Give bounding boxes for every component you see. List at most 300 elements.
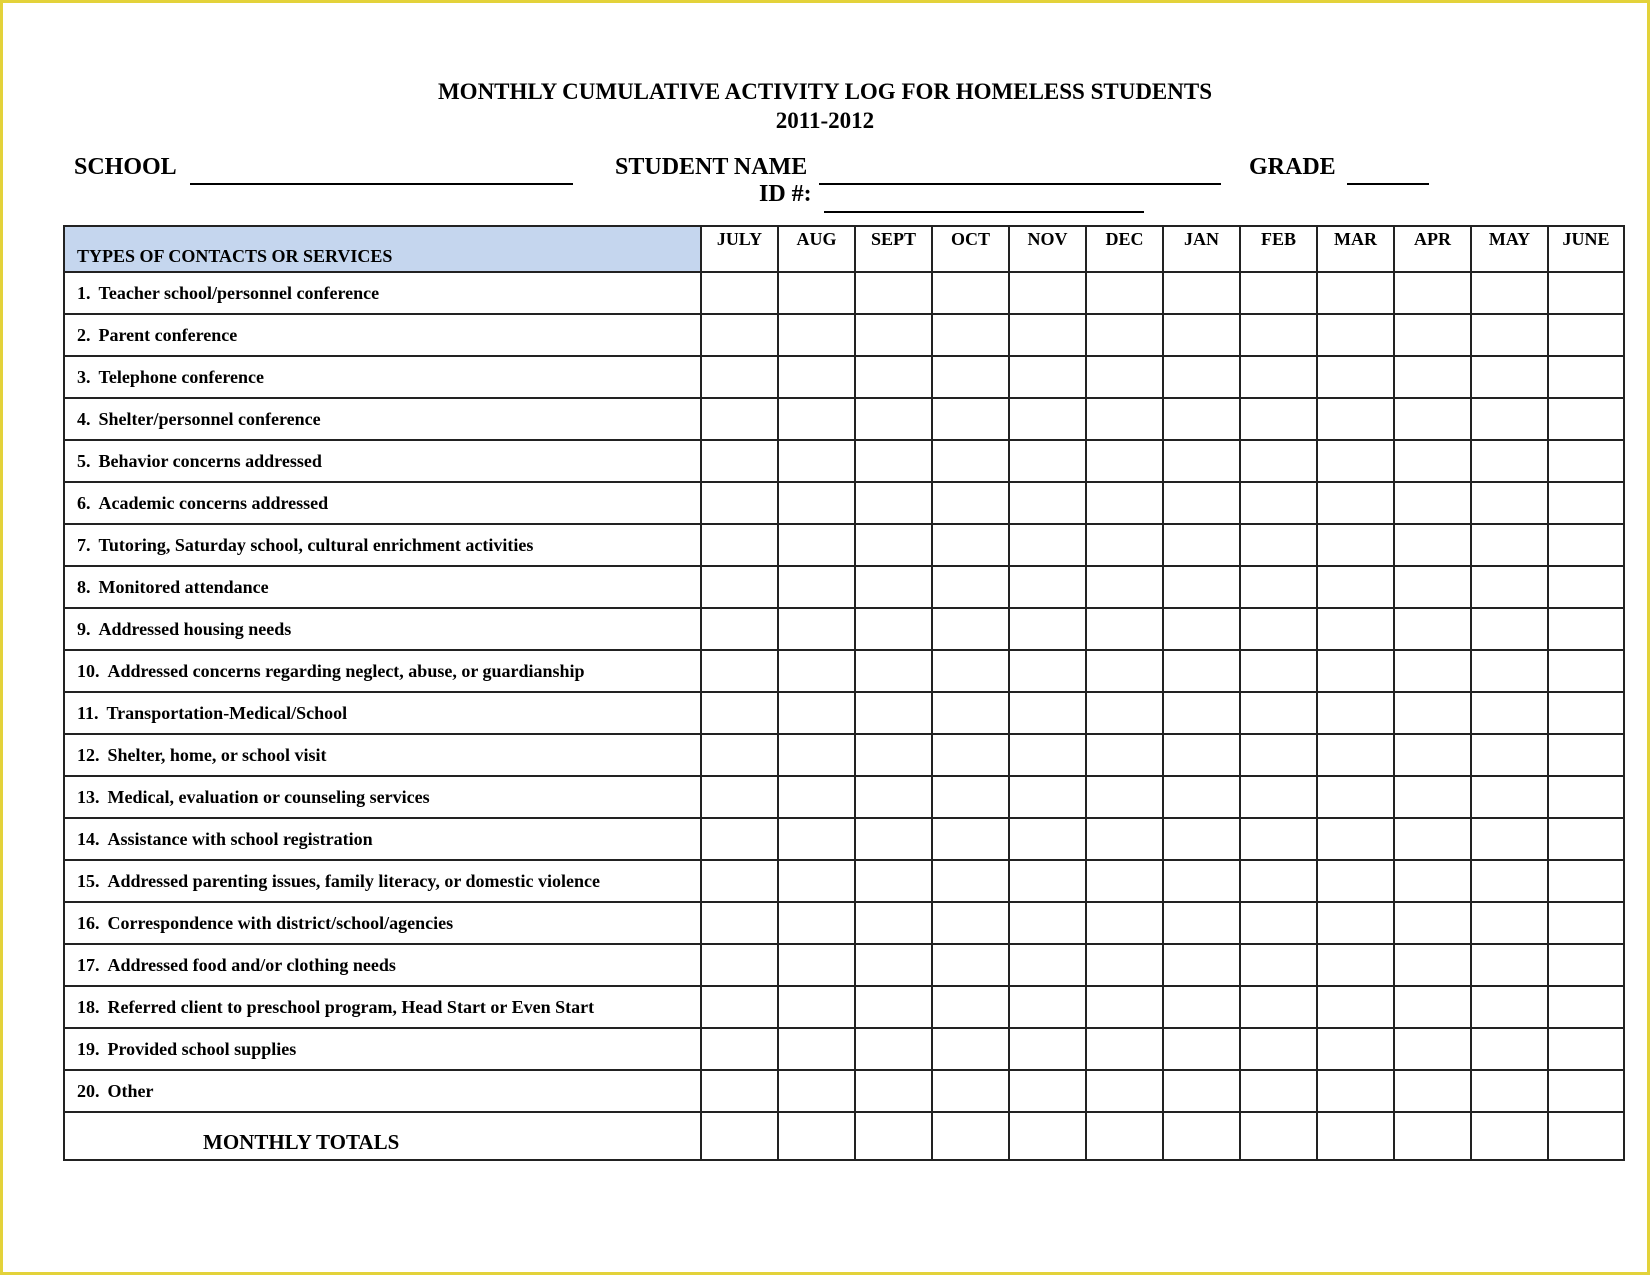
month-entry-cell[interactable] xyxy=(855,272,932,314)
month-entry-cell[interactable] xyxy=(1394,272,1471,314)
month-entry-cell[interactable] xyxy=(1009,482,1086,524)
document-title: MONTHLY CUMULATIVE ACTIVITY LOG FOR HOMELESS STUDENTS xyxy=(437,79,1213,104)
month-entry-cell[interactable] xyxy=(932,440,1009,482)
total-cell[interactable] xyxy=(1548,1112,1624,1160)
month-entry-cell[interactable] xyxy=(701,524,778,566)
month-entry-cell[interactable] xyxy=(1317,776,1394,818)
month-entry-cell[interactable] xyxy=(701,944,778,986)
month-entry-cell[interactable] xyxy=(855,1070,932,1112)
month-entry-cell[interactable] xyxy=(1471,272,1548,314)
month-entry-cell[interactable] xyxy=(1548,776,1624,818)
month-entry-cell[interactable] xyxy=(1240,314,1317,356)
month-entry-cell[interactable] xyxy=(1086,314,1163,356)
month-entry-cell[interactable] xyxy=(778,944,855,986)
activity-number: 7. xyxy=(77,534,91,555)
month-entry-cell[interactable] xyxy=(1394,482,1471,524)
month-entry-cell[interactable] xyxy=(1163,986,1240,1028)
month-entry-cell[interactable] xyxy=(932,356,1009,398)
month-entry-cell[interactable] xyxy=(1240,818,1317,860)
month-entry-cell[interactable] xyxy=(1163,776,1240,818)
month-entry-cell[interactable] xyxy=(1471,356,1548,398)
month-entry-cell[interactable] xyxy=(1471,818,1548,860)
month-entry-cell[interactable] xyxy=(1240,356,1317,398)
month-entry-cell[interactable] xyxy=(932,608,1009,650)
month-entry-cell[interactable] xyxy=(1086,944,1163,986)
month-entry-cell[interactable] xyxy=(855,398,932,440)
activity-label xyxy=(64,1070,701,1112)
table-row xyxy=(64,524,1624,566)
month-entry-cell[interactable] xyxy=(1548,1070,1624,1112)
activity-label xyxy=(64,650,701,692)
activity-label xyxy=(64,398,701,440)
month-entry-cell[interactable] xyxy=(1009,608,1086,650)
month-entry-cell[interactable] xyxy=(701,818,778,860)
month-entry-cell[interactable] xyxy=(1163,356,1240,398)
month-entry-cell[interactable] xyxy=(701,1028,778,1070)
month-entry-cell[interactable] xyxy=(1548,650,1624,692)
month-entry-cell[interactable] xyxy=(855,734,932,776)
month-header: SEPT xyxy=(855,226,932,272)
month-entry-cell[interactable] xyxy=(1086,566,1163,608)
month-entry-cell[interactable] xyxy=(1009,272,1086,314)
month-entry-cell[interactable] xyxy=(1394,1070,1471,1112)
month-entry-cell[interactable] xyxy=(855,482,932,524)
total-cell[interactable] xyxy=(855,1112,932,1160)
month-entry-cell[interactable] xyxy=(1009,398,1086,440)
total-cell[interactable] xyxy=(932,1112,1009,1160)
month-entry-cell[interactable] xyxy=(1086,986,1163,1028)
month-entry-cell[interactable] xyxy=(1086,272,1163,314)
month-entry-cell[interactable] xyxy=(1317,524,1394,566)
month-entry-cell[interactable] xyxy=(1240,734,1317,776)
month-entry-cell[interactable] xyxy=(1086,482,1163,524)
month-entry-cell[interactable] xyxy=(1471,398,1548,440)
month-entry-cell[interactable] xyxy=(1163,902,1240,944)
month-entry-cell[interactable] xyxy=(701,566,778,608)
month-entry-cell[interactable] xyxy=(778,566,855,608)
month-entry-cell[interactable] xyxy=(1548,356,1624,398)
month-entry-cell[interactable] xyxy=(932,1028,1009,1070)
month-entry-cell[interactable] xyxy=(855,608,932,650)
table-row xyxy=(64,818,1624,860)
activity-text: Assistance with school registration xyxy=(107,828,373,849)
month-entry-cell[interactable] xyxy=(1548,902,1624,944)
month-entry-cell[interactable] xyxy=(1317,1028,1394,1070)
month-entry-cell[interactable] xyxy=(1471,650,1548,692)
month-entry-cell[interactable] xyxy=(1163,1028,1240,1070)
month-entry-cell[interactable] xyxy=(1548,314,1624,356)
month-entry-cell[interactable] xyxy=(1394,944,1471,986)
month-entry-cell[interactable] xyxy=(855,776,932,818)
month-entry-cell[interactable] xyxy=(1240,1028,1317,1070)
month-entry-cell[interactable] xyxy=(778,650,855,692)
month-entry-cell[interactable] xyxy=(1163,944,1240,986)
month-entry-cell[interactable] xyxy=(932,692,1009,734)
month-entry-cell[interactable] xyxy=(1240,566,1317,608)
month-entry-cell[interactable] xyxy=(778,608,855,650)
month-entry-cell[interactable] xyxy=(1394,776,1471,818)
month-entry-cell[interactable] xyxy=(1548,986,1624,1028)
month-entry-cell[interactable] xyxy=(1009,944,1086,986)
month-entry-cell[interactable] xyxy=(1394,692,1471,734)
activity-label xyxy=(64,902,701,944)
month-entry-cell[interactable] xyxy=(1317,860,1394,902)
month-entry-cell[interactable] xyxy=(1394,356,1471,398)
month-entry-cell[interactable] xyxy=(1240,692,1317,734)
month-entry-cell[interactable] xyxy=(1240,1070,1317,1112)
month-entry-cell[interactable] xyxy=(701,986,778,1028)
month-entry-cell[interactable] xyxy=(778,818,855,860)
month-entry-cell[interactable] xyxy=(1471,944,1548,986)
month-entry-cell[interactable] xyxy=(1471,482,1548,524)
month-entry-cell[interactable] xyxy=(1009,902,1086,944)
month-entry-cell[interactable] xyxy=(1009,692,1086,734)
month-entry-cell[interactable] xyxy=(1009,440,1086,482)
month-entry-cell[interactable] xyxy=(855,986,932,1028)
month-entry-cell[interactable] xyxy=(701,650,778,692)
month-entry-cell[interactable] xyxy=(1009,650,1086,692)
month-entry-cell[interactable] xyxy=(855,314,932,356)
month-entry-cell[interactable] xyxy=(1009,860,1086,902)
month-entry-cell[interactable] xyxy=(1471,734,1548,776)
month-entry-cell[interactable] xyxy=(1471,1070,1548,1112)
month-entry-cell[interactable] xyxy=(1548,272,1624,314)
month-entry-cell[interactable] xyxy=(1086,356,1163,398)
month-entry-cell[interactable] xyxy=(1317,650,1394,692)
month-entry-cell[interactable] xyxy=(1086,524,1163,566)
month-entry-cell[interactable] xyxy=(1317,944,1394,986)
month-entry-cell[interactable] xyxy=(1317,272,1394,314)
month-entry-cell[interactable] xyxy=(701,440,778,482)
month-entry-cell[interactable] xyxy=(701,482,778,524)
month-entry-cell[interactable] xyxy=(701,776,778,818)
month-entry-cell[interactable] xyxy=(1240,440,1317,482)
month-entry-cell[interactable] xyxy=(1163,566,1240,608)
activity-text: Shelter/personnel conference xyxy=(98,408,321,429)
month-entry-cell[interactable] xyxy=(1317,608,1394,650)
total-cell[interactable] xyxy=(1317,1112,1394,1160)
month-entry-cell[interactable] xyxy=(1548,1028,1624,1070)
month-entry-cell[interactable] xyxy=(1548,944,1624,986)
month-entry-cell[interactable] xyxy=(1240,524,1317,566)
activity-number: 1. xyxy=(77,282,91,303)
month-entry-cell[interactable] xyxy=(1240,608,1317,650)
month-entry-cell[interactable] xyxy=(1317,692,1394,734)
total-cell[interactable] xyxy=(1086,1112,1163,1160)
id-field[interactable] xyxy=(824,211,1144,213)
month-entry-cell[interactable] xyxy=(1471,1028,1548,1070)
month-entry-cell[interactable] xyxy=(1471,566,1548,608)
activity-label xyxy=(64,356,701,398)
month-header: JUNE xyxy=(1548,226,1624,272)
month-entry-cell[interactable] xyxy=(1240,272,1317,314)
total-cell[interactable] xyxy=(1240,1112,1317,1160)
month-entry-cell[interactable] xyxy=(778,272,855,314)
month-entry-cell[interactable] xyxy=(1317,1070,1394,1112)
month-entry-cell[interactable] xyxy=(1086,902,1163,944)
month-entry-cell[interactable] xyxy=(778,776,855,818)
month-header: AUG xyxy=(778,226,855,272)
month-entry-cell[interactable] xyxy=(1086,860,1163,902)
month-entry-cell[interactable] xyxy=(1317,314,1394,356)
month-entry-cell[interactable] xyxy=(701,692,778,734)
month-entry-cell[interactable] xyxy=(1163,1070,1240,1112)
month-entry-cell[interactable] xyxy=(1009,734,1086,776)
month-entry-cell[interactable] xyxy=(1548,524,1624,566)
table-row xyxy=(64,1070,1624,1112)
month-entry-cell[interactable] xyxy=(701,398,778,440)
month-entry-cell[interactable] xyxy=(701,314,778,356)
month-entry-cell[interactable] xyxy=(1394,440,1471,482)
month-entry-cell[interactable] xyxy=(1009,1028,1086,1070)
table-row xyxy=(64,776,1624,818)
month-entry-cell[interactable] xyxy=(932,986,1009,1028)
month-entry-cell[interactable] xyxy=(932,314,1009,356)
month-entry-cell[interactable] xyxy=(1394,902,1471,944)
month-entry-cell[interactable] xyxy=(1009,818,1086,860)
month-entry-cell[interactable] xyxy=(778,1028,855,1070)
month-entry-cell[interactable] xyxy=(855,818,932,860)
month-entry-cell[interactable] xyxy=(1086,440,1163,482)
total-cell[interactable] xyxy=(1471,1112,1548,1160)
month-entry-cell[interactable] xyxy=(932,1070,1009,1112)
month-entry-cell[interactable] xyxy=(1240,944,1317,986)
month-entry-cell[interactable] xyxy=(1086,608,1163,650)
month-entry-cell[interactable] xyxy=(932,902,1009,944)
month-entry-cell[interactable] xyxy=(701,860,778,902)
month-entry-cell[interactable] xyxy=(701,1070,778,1112)
month-entry-cell[interactable] xyxy=(855,356,932,398)
month-entry-cell[interactable] xyxy=(701,902,778,944)
month-entry-cell[interactable] xyxy=(855,944,932,986)
table-row xyxy=(64,860,1624,902)
month-entry-cell[interactable] xyxy=(855,440,932,482)
activity-text: Academic concerns addressed xyxy=(98,492,329,513)
month-entry-cell[interactable] xyxy=(1163,860,1240,902)
month-entry-cell[interactable] xyxy=(1163,608,1240,650)
month-entry-cell[interactable] xyxy=(1086,734,1163,776)
month-entry-cell[interactable] xyxy=(1163,524,1240,566)
month-entry-cell[interactable] xyxy=(1086,398,1163,440)
month-entry-cell[interactable] xyxy=(1471,524,1548,566)
table-body xyxy=(64,272,1624,1160)
activity-label xyxy=(64,524,701,566)
month-entry-cell[interactable] xyxy=(701,734,778,776)
activity-number: 17. xyxy=(77,954,100,975)
activity-log-table xyxy=(63,225,1625,1161)
month-entry-cell[interactable] xyxy=(1471,314,1548,356)
month-entry-cell[interactable] xyxy=(855,1028,932,1070)
month-entry-cell[interactable] xyxy=(855,650,932,692)
month-entry-cell[interactable] xyxy=(1240,902,1317,944)
month-entry-cell[interactable] xyxy=(1086,1028,1163,1070)
month-entry-cell[interactable] xyxy=(1548,734,1624,776)
table-row xyxy=(64,902,1624,944)
month-entry-cell[interactable] xyxy=(778,356,855,398)
month-entry-cell[interactable] xyxy=(1009,776,1086,818)
month-entry-cell[interactable] xyxy=(1317,566,1394,608)
activity-text: Provided school supplies xyxy=(107,1038,297,1059)
month-entry-cell[interactable] xyxy=(1240,482,1317,524)
month-entry-cell[interactable] xyxy=(778,314,855,356)
table-header-row xyxy=(64,226,1624,272)
month-entry-cell[interactable] xyxy=(1471,902,1548,944)
month-entry-cell[interactable] xyxy=(1240,650,1317,692)
month-entry-cell[interactable] xyxy=(1240,986,1317,1028)
month-entry-cell[interactable] xyxy=(778,734,855,776)
month-entry-cell[interactable] xyxy=(1086,776,1163,818)
month-entry-cell[interactable] xyxy=(932,818,1009,860)
activity-text: Behavior concerns addressed xyxy=(98,450,322,471)
month-entry-cell[interactable] xyxy=(1086,650,1163,692)
month-entry-cell[interactable] xyxy=(1163,272,1240,314)
table-row xyxy=(64,440,1624,482)
grade-field[interactable] xyxy=(1347,183,1429,185)
month-entry-cell[interactable] xyxy=(1317,902,1394,944)
month-entry-cell[interactable] xyxy=(932,944,1009,986)
month-entry-cell[interactable] xyxy=(778,398,855,440)
month-entry-cell[interactable] xyxy=(1240,860,1317,902)
month-entry-cell[interactable] xyxy=(778,692,855,734)
monthly-totals-label: MONTHLY TOTALS xyxy=(64,1112,701,1160)
month-entry-cell[interactable] xyxy=(1317,986,1394,1028)
total-cell[interactable] xyxy=(1009,1112,1086,1160)
month-entry-cell[interactable] xyxy=(778,524,855,566)
school-field[interactable] xyxy=(190,183,573,185)
month-entry-cell[interactable] xyxy=(1548,440,1624,482)
month-entry-cell[interactable] xyxy=(1163,440,1240,482)
month-entry-cell[interactable] xyxy=(1163,398,1240,440)
month-entry-cell[interactable] xyxy=(1317,818,1394,860)
month-entry-cell[interactable] xyxy=(1471,776,1548,818)
month-entry-cell[interactable] xyxy=(778,440,855,482)
activity-label xyxy=(64,566,701,608)
month-entry-cell[interactable] xyxy=(855,566,932,608)
table-row xyxy=(64,944,1624,986)
month-entry-cell[interactable] xyxy=(932,524,1009,566)
activity-text: Telephone conference xyxy=(98,366,264,387)
month-entry-cell[interactable] xyxy=(1548,398,1624,440)
month-entry-cell[interactable] xyxy=(1394,566,1471,608)
month-entry-cell[interactable] xyxy=(932,566,1009,608)
month-entry-cell[interactable] xyxy=(932,482,1009,524)
month-entry-cell[interactable] xyxy=(855,860,932,902)
activity-label xyxy=(64,986,701,1028)
month-entry-cell[interactable] xyxy=(1009,314,1086,356)
total-cell[interactable] xyxy=(701,1112,778,1160)
month-entry-cell[interactable] xyxy=(932,734,1009,776)
month-entry-cell[interactable] xyxy=(1394,986,1471,1028)
month-entry-cell[interactable] xyxy=(701,272,778,314)
month-entry-cell[interactable] xyxy=(1471,986,1548,1028)
month-header: JULY xyxy=(701,226,778,272)
month-entry-cell[interactable] xyxy=(1317,482,1394,524)
month-entry-cell[interactable] xyxy=(1548,608,1624,650)
total-cell[interactable] xyxy=(1394,1112,1471,1160)
student-name-field[interactable] xyxy=(819,183,1221,185)
month-entry-cell[interactable] xyxy=(1163,818,1240,860)
month-entry-cell[interactable] xyxy=(1009,566,1086,608)
month-entry-cell[interactable] xyxy=(932,272,1009,314)
month-entry-cell[interactable] xyxy=(1548,482,1624,524)
month-entry-cell[interactable] xyxy=(1086,692,1163,734)
month-entry-cell[interactable] xyxy=(1317,734,1394,776)
month-entry-cell[interactable] xyxy=(932,398,1009,440)
total-cell[interactable] xyxy=(1163,1112,1240,1160)
month-entry-cell[interactable] xyxy=(778,1070,855,1112)
month-entry-cell[interactable] xyxy=(932,776,1009,818)
month-entry-cell[interactable] xyxy=(1163,650,1240,692)
month-entry-cell[interactable] xyxy=(1471,860,1548,902)
month-entry-cell[interactable] xyxy=(1009,524,1086,566)
month-entry-cell[interactable] xyxy=(1163,692,1240,734)
month-entry-cell[interactable] xyxy=(1163,314,1240,356)
month-entry-cell[interactable] xyxy=(778,482,855,524)
month-entry-cell[interactable] xyxy=(1471,440,1548,482)
activity-label xyxy=(64,692,701,734)
month-entry-cell[interactable] xyxy=(1394,524,1471,566)
month-entry-cell[interactable] xyxy=(1240,398,1317,440)
month-entry-cell[interactable] xyxy=(855,524,932,566)
id-label: ID #: xyxy=(759,181,812,207)
month-entry-cell[interactable] xyxy=(778,986,855,1028)
activity-number: 20. xyxy=(77,1080,100,1101)
month-entry-cell[interactable] xyxy=(1548,692,1624,734)
month-entry-cell[interactable] xyxy=(1086,818,1163,860)
month-entry-cell[interactable] xyxy=(1471,608,1548,650)
month-entry-cell[interactable] xyxy=(778,860,855,902)
month-entry-cell[interactable] xyxy=(1317,356,1394,398)
activity-label xyxy=(64,1028,701,1070)
month-entry-cell[interactable] xyxy=(1394,734,1471,776)
month-entry-cell[interactable] xyxy=(778,902,855,944)
month-entry-cell[interactable] xyxy=(1394,818,1471,860)
month-entry-cell[interactable] xyxy=(1163,482,1240,524)
month-entry-cell[interactable] xyxy=(1548,860,1624,902)
month-entry-cell[interactable] xyxy=(1163,734,1240,776)
month-entry-cell[interactable] xyxy=(932,860,1009,902)
activity-label xyxy=(64,482,701,524)
month-entry-cell[interactable] xyxy=(1471,692,1548,734)
month-entry-cell[interactable] xyxy=(1394,860,1471,902)
activity-label xyxy=(64,818,701,860)
activity-number: 16. xyxy=(77,912,100,933)
month-entry-cell[interactable] xyxy=(1394,314,1471,356)
activity-text: Correspondence with district/school/agencies xyxy=(107,912,454,933)
month-entry-cell[interactable] xyxy=(1394,1028,1471,1070)
month-entry-cell[interactable] xyxy=(1086,1070,1163,1112)
month-entry-cell[interactable] xyxy=(1548,566,1624,608)
month-entry-cell[interactable] xyxy=(1009,356,1086,398)
month-entry-cell[interactable] xyxy=(1394,608,1471,650)
month-entry-cell[interactable] xyxy=(1317,398,1394,440)
activity-text: Tutoring, Saturday school, cultural enrichment activities xyxy=(98,534,534,555)
month-entry-cell[interactable] xyxy=(1009,986,1086,1028)
month-entry-cell[interactable] xyxy=(1009,1070,1086,1112)
month-entry-cell[interactable] xyxy=(932,650,1009,692)
month-entry-cell[interactable] xyxy=(855,692,932,734)
total-cell[interactable] xyxy=(778,1112,855,1160)
month-entry-cell[interactable] xyxy=(1317,440,1394,482)
month-entry-cell[interactable] xyxy=(1394,650,1471,692)
activity-text: Teacher school/personnel conference xyxy=(98,282,380,303)
month-entry-cell[interactable] xyxy=(1548,818,1624,860)
month-entry-cell[interactable] xyxy=(1240,776,1317,818)
month-entry-cell[interactable] xyxy=(1394,398,1471,440)
month-entry-cell[interactable] xyxy=(701,356,778,398)
month-entry-cell[interactable] xyxy=(855,902,932,944)
month-entry-cell[interactable] xyxy=(701,608,778,650)
